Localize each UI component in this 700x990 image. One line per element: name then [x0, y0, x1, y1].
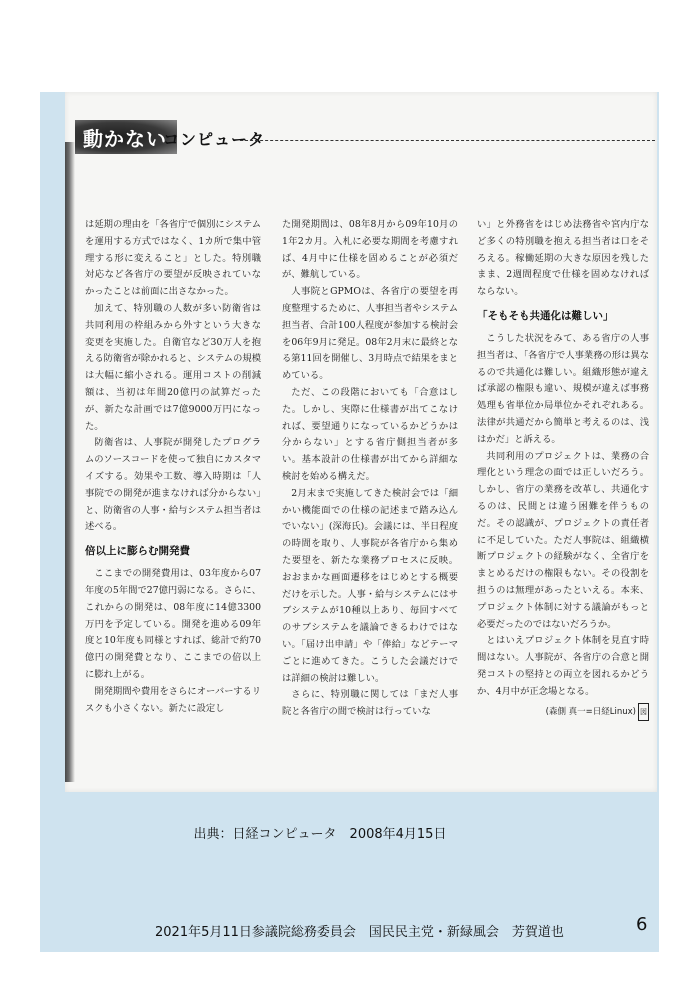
byline-text: (森側 真一=日経Linux): [545, 706, 636, 717]
paragraph: とはいえプロジェクト体制を見直す時間はない。人事院が、各省庁の合意と開発コストの堅持との両立を図れるかどうか、4月中が正念場となる。: [477, 635, 649, 697]
paragraph: 共同利用のプロジェクトは、業務の合理化という理念の面では正しいだろう。しかし、省庁の業務を改革し、共通化するのは、民間とは違う困難を伴うものだ。その認識が、プロジェクトの責任者に不足していた。ただ人事院は、組織横断プロジェクトの経験がなく、全省庁をまとめるだけの権限もない。その役割を担うのは無理があったといえる。本来、プロジェクト体制に対する議論がもっと必要だったのではないだろうか。: [477, 450, 649, 630]
scan-edge-shadow: [65, 142, 75, 782]
article-title-sub: コンピュータ: [163, 130, 266, 149]
source-caption: 出典：日経コンピュータ 2008年4月15日: [193, 827, 447, 842]
paragraph: 防衛省は、人事院が開発したプログラムのソースコードを使って独自にカスタマイズする。効果や工数、導入時期は「人事院での開発が進まなければ分からない」と、防衛省の人事・給与システム担当者は述べる。: [85, 437, 261, 533]
paragraph: ここまでの開発費用は、03年度から07年度の5年間で27億円弱になる。さらに、これからの開発は、08年度に14億3300万円を予定している。開発を進める09年度と10年度も同様とすれば、総計で約70億円の開発費となり、ここまでの倍以上に膨れ上がる。: [85, 568, 261, 680]
section-heading: 倍以上に膨らむ開発費: [85, 545, 190, 558]
paragraph: さらに、特別職に関しては「まだ人事院と各省庁の間で検討は行っていな: [282, 689, 458, 718]
header-rule: [240, 140, 655, 141]
article-clipping: [65, 92, 657, 792]
paragraph: 人事院とGPMOは、各省庁の要望を再度整理するために、人事担当者やシステム担当者、合計100人程度が参加する検討会を06年9月に発足。08年2月末に最終となる第11回を開催し、3月時点で結果をまとめている。: [282, 286, 458, 382]
column-3: [477, 217, 649, 721]
footer-text: 2021年5月11日参議院総務委員会 国民民主党・新緑風会 芳賀道也: [155, 925, 564, 940]
end-mark-icon: 図: [638, 703, 649, 722]
byline: [477, 703, 649, 722]
paragraph: は延期の理由を「各省庁で個別にシステムを運用する方式ではなく、1カ所で集中管理する形に変えること」とした。特別職対応など各省庁の要望が反映されていなかったことは前面に出さなかった。: [85, 219, 261, 298]
paragraph: こうした状況をみて、ある省庁の人事担当者は、「各省庁で人事業務の形は異なるので共通化は難しい。組織形態が違えば承認の権限も違い、規模が違えば事務処理も省単位か局単位かそれぞれある。法律が共通だから簡単と考えるのは、浅はかだ」と訴える。: [477, 332, 649, 445]
article-title: 動かない: [83, 126, 167, 151]
article-body: [85, 217, 650, 777]
paragraph: た開発期間は、08年8月から09年10月の1年2カ月。入札に必要な期間を考慮すれば、4月中に仕様を固めることが必須だが、難航している。: [282, 219, 458, 281]
title-box: [75, 120, 177, 154]
paragraph: 2月末まで実施してきた検討会では「細かい機能面での仕様の記述まで踏み込んでいない」(深海氏)。会議には、半日程度の時間を取り、人事院が各省庁から集めた要望を、新たな業務プロセスに反映。おおまかな画面遷移をはじめとする概要だけを示した。人事・給与システムにはサブシステムが10種以上あり、毎回すべてのサブシステムを議論できるわけではない。「届け出申請」や「俸給」などテーマごとに進めてきた。こうした会議だけでは詳細の検討は難しい。: [282, 487, 458, 684]
paragraph: 加えて、特別職の人数が多い防衛省は共同利用の枠組みから外すという大きな変更を実施した。自衛官など30万人を抱える防衛省が除かれると、システムの規模は大幅に縮小される。運用コストの削減額は、当初は年間20億円の試算だったが、新たな計画では7億9000万円になった。: [85, 302, 261, 432]
column-2: [282, 217, 458, 721]
article-header: [75, 120, 655, 156]
page-number: 6: [636, 914, 648, 935]
paragraph: い」と外務省をはじめ法務省や宮内庁など多くの特別職を抱える担当者は口をそろえる。稼働延期の大きな原因を残したまま、2週間程度で仕様を固めなければならない。: [477, 219, 649, 298]
paragraph: ただ、この段階においても「合意はした。しかし、実際に仕様書が出てこなければ、要望通りになっているかどうかは分からない」とする省庁側担当者が多い。基本設計の仕様書が出てから詳細な検討を始める構えだ。: [282, 386, 458, 482]
column-1: [85, 217, 261, 717]
paragraph: 開発期間や費用をさらにオーバーするリスクも小さくない。新たに設定し: [85, 685, 261, 714]
section-heading: 「そもそも共通化は難しい」: [477, 309, 614, 322]
